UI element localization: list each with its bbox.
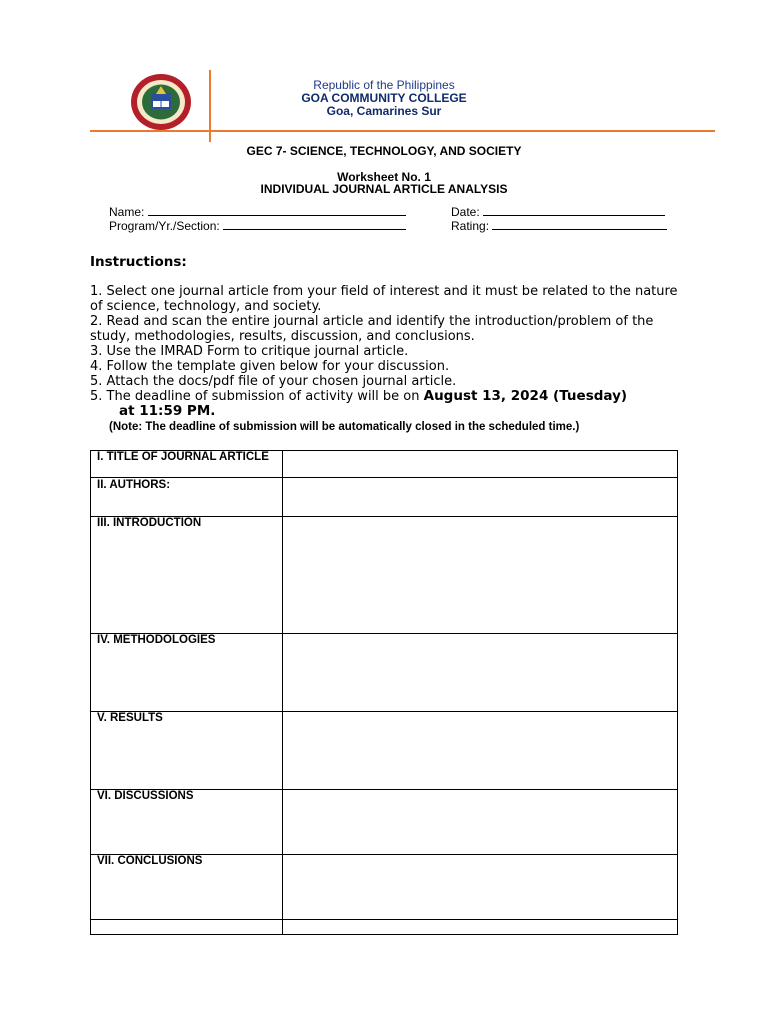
table-row <box>91 855 678 920</box>
answer-cell-authors[interactable] <box>283 478 678 517</box>
instruction-item: 1. Select one journal article from your field of interest and it must be related to the nature of science, technology, and society. <box>90 284 678 314</box>
table-row <box>91 790 678 855</box>
instructions-list <box>90 284 680 419</box>
date-line[interactable] <box>483 204 665 216</box>
answer-cell-conclusions[interactable] <box>283 855 678 920</box>
header-horizontal-rule <box>90 130 715 132</box>
program-line[interactable] <box>223 218 406 230</box>
name-label: Name: <box>109 205 145 219</box>
answer-cell-empty[interactable] <box>283 920 678 935</box>
deadline-time: at 11:59 PM. <box>119 403 216 419</box>
name-field[interactable] <box>109 204 406 219</box>
answer-cell-discussions[interactable] <box>283 790 678 855</box>
row-label-title: I. TITLE OF JOURNAL ARTICLE <box>91 451 283 478</box>
row-label-introduction: III. INTRODUCTION <box>91 517 283 634</box>
answer-cell-introduction[interactable] <box>283 517 678 634</box>
instruction-item-deadline <box>90 389 680 404</box>
instructions-heading: Instructions: <box>90 254 187 270</box>
table-row <box>91 517 678 634</box>
rating-field[interactable] <box>451 218 667 233</box>
answer-cell-title[interactable] <box>283 451 678 478</box>
row-label-results: V. RESULTS <box>91 712 283 790</box>
college-seal-logo <box>130 73 192 131</box>
program-field[interactable] <box>109 218 406 233</box>
rating-label: Rating: <box>451 219 490 233</box>
table-row <box>91 920 678 935</box>
answer-cell-results[interactable] <box>283 712 678 790</box>
date-label: Date: <box>451 205 480 219</box>
table-row <box>91 712 678 790</box>
imrad-form-table <box>90 450 678 935</box>
table-row <box>91 478 678 517</box>
instruction-item: 3. Use the IMRAD Form to critique journal article. <box>90 344 409 359</box>
date-field[interactable] <box>451 204 665 219</box>
header-school-name: GOA COMMUNITY COLLEGE <box>301 91 467 105</box>
rating-line[interactable] <box>492 218 667 230</box>
deadline-date: August 13, 2024 (Tuesday) <box>423 388 628 404</box>
row-label-empty <box>91 920 283 935</box>
table-row <box>91 451 678 478</box>
row-label-authors: II. AUTHORS: <box>91 478 283 517</box>
deadline-prefix: 5. The deadline of submission of activity will be on <box>90 389 424 404</box>
row-label-methodologies: IV. METHODOLOGIES <box>91 634 283 712</box>
table-row <box>91 634 678 712</box>
header-location: Goa, Camarines Sur <box>326 104 442 118</box>
instruction-item: 2. Read and scan the entire journal article and identify the introduction/problem of the study, methodologies, results, discussion, and conclusions. <box>90 314 654 344</box>
row-label-discussions: VI. DISCUSSIONS <box>91 790 283 855</box>
program-label: Program/Yr./Section: <box>109 219 220 233</box>
instruction-item: 5. Attach the docs/pdf file of your chosen journal article. <box>90 374 457 389</box>
course-title: GEC 7- SCIENCE, TECHNOLOGY, AND SOCIETY <box>246 144 522 158</box>
answer-cell-methodologies[interactable] <box>283 634 678 712</box>
row-label-conclusions: VII. CONCLUSIONS <box>91 855 283 920</box>
instruction-item: 4. Follow the template given below for your discussion. <box>90 359 450 374</box>
name-line[interactable] <box>148 204 406 216</box>
worksheet-number: Worksheet No. 1 <box>337 170 431 184</box>
worksheet-title: INDIVIDUAL JOURNAL ARTICLE ANALYSIS <box>260 182 508 196</box>
deadline-note: (Note: The deadline of submission will be automatically closed in the scheduled time.) <box>109 421 580 433</box>
header-country: Republic of the Philippines <box>313 78 455 92</box>
